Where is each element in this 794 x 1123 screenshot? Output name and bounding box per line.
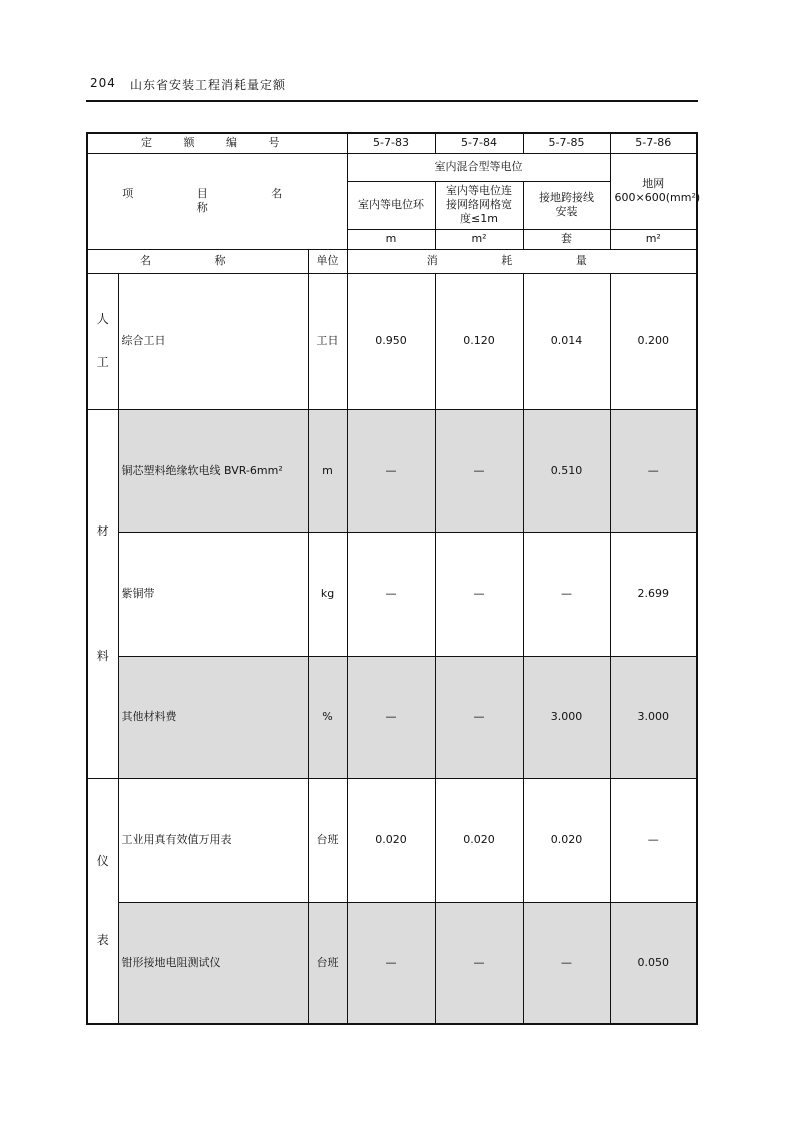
value-cell: 3.000 bbox=[523, 656, 610, 778]
row-name: 其他材料费 bbox=[118, 656, 308, 778]
quota-code-row bbox=[87, 133, 697, 153]
code-cell: 5-7-84 bbox=[435, 133, 523, 153]
row-unit: m bbox=[308, 409, 347, 532]
quota-label: 定 额 编 号 bbox=[87, 133, 347, 153]
col-name: 名 称 bbox=[87, 249, 308, 273]
value-cell: 0.020 bbox=[435, 778, 523, 902]
table-row bbox=[87, 532, 697, 656]
value-cell: — bbox=[523, 902, 610, 1024]
value-cell: — bbox=[347, 409, 435, 532]
value-cell: 0.950 bbox=[347, 273, 435, 409]
value-cell: 0.014 bbox=[523, 273, 610, 409]
value-cell: 0.020 bbox=[523, 778, 610, 902]
code-cell: 5-7-83 bbox=[347, 133, 435, 153]
value-cell: — bbox=[347, 532, 435, 656]
value-cell: — bbox=[435, 409, 523, 532]
value-cell: — bbox=[435, 656, 523, 778]
row-unit: 工日 bbox=[308, 273, 347, 409]
unit-cell: 套 bbox=[523, 229, 610, 249]
row-unit: 台班 bbox=[308, 902, 347, 1024]
book-title: 山东省安装工程消耗量定额 bbox=[130, 78, 287, 92]
row-name: 钳形接地电阻测试仪 bbox=[118, 902, 308, 1024]
page-number: 204 bbox=[90, 76, 116, 90]
row-name: 紫铜带 bbox=[118, 532, 308, 656]
unit-cell: m bbox=[347, 229, 435, 249]
value-cell: 2.699 bbox=[610, 532, 697, 656]
table-row bbox=[87, 778, 697, 902]
category-labor: 人 工 bbox=[87, 273, 118, 409]
category-materials: 材 料 bbox=[87, 409, 118, 778]
col-unit: 单位 bbox=[308, 249, 347, 273]
code-cell: 5-7-85 bbox=[523, 133, 610, 153]
table-row bbox=[87, 656, 697, 778]
category-instruments: 仪 表 bbox=[87, 778, 118, 1024]
row-name: 综合工日 bbox=[118, 273, 308, 409]
value-cell: — bbox=[347, 656, 435, 778]
column-header-row bbox=[87, 249, 697, 273]
code-cell: 5-7-86 bbox=[610, 133, 697, 153]
value-cell: — bbox=[523, 532, 610, 656]
row-unit: % bbox=[308, 656, 347, 778]
item-cell: 室内等电位连接网络网格宽度≤1m bbox=[435, 181, 523, 229]
value-cell: 0.200 bbox=[610, 273, 697, 409]
value-cell: 0.050 bbox=[610, 902, 697, 1024]
item-name-label: 项 目 名 称 bbox=[87, 153, 347, 249]
item-cell: 接地跨接线安装 bbox=[523, 181, 610, 229]
value-cell: 0.020 bbox=[347, 778, 435, 902]
value-cell: 3.000 bbox=[610, 656, 697, 778]
table-row bbox=[87, 409, 697, 532]
value-cell: — bbox=[347, 902, 435, 1024]
col-consumption: 消 耗 量 bbox=[347, 249, 697, 273]
row-unit: kg bbox=[308, 532, 347, 656]
item-cell: 地网600×600(mm²) bbox=[610, 153, 697, 229]
table-row bbox=[87, 902, 697, 1024]
value-cell: — bbox=[435, 532, 523, 656]
value-cell: — bbox=[610, 778, 697, 902]
row-name: 铜芯塑料绝缘软电线 BVR-6mm² bbox=[118, 409, 308, 532]
value-cell: 0.120 bbox=[435, 273, 523, 409]
page-header bbox=[86, 74, 698, 102]
unit-cell: m² bbox=[610, 229, 697, 249]
item-cell: 室内等电位环 bbox=[347, 181, 435, 229]
row-name: 工业用真有效值万用表 bbox=[118, 778, 308, 902]
value-cell: — bbox=[435, 902, 523, 1024]
table-row bbox=[87, 273, 697, 409]
row-unit: 台班 bbox=[308, 778, 347, 902]
unit-cell: m² bbox=[435, 229, 523, 249]
quota-table bbox=[86, 132, 701, 1025]
value-cell: 0.510 bbox=[523, 409, 610, 532]
value-cell: — bbox=[610, 409, 697, 532]
group-label: 室内混合型等电位 bbox=[347, 153, 610, 181]
